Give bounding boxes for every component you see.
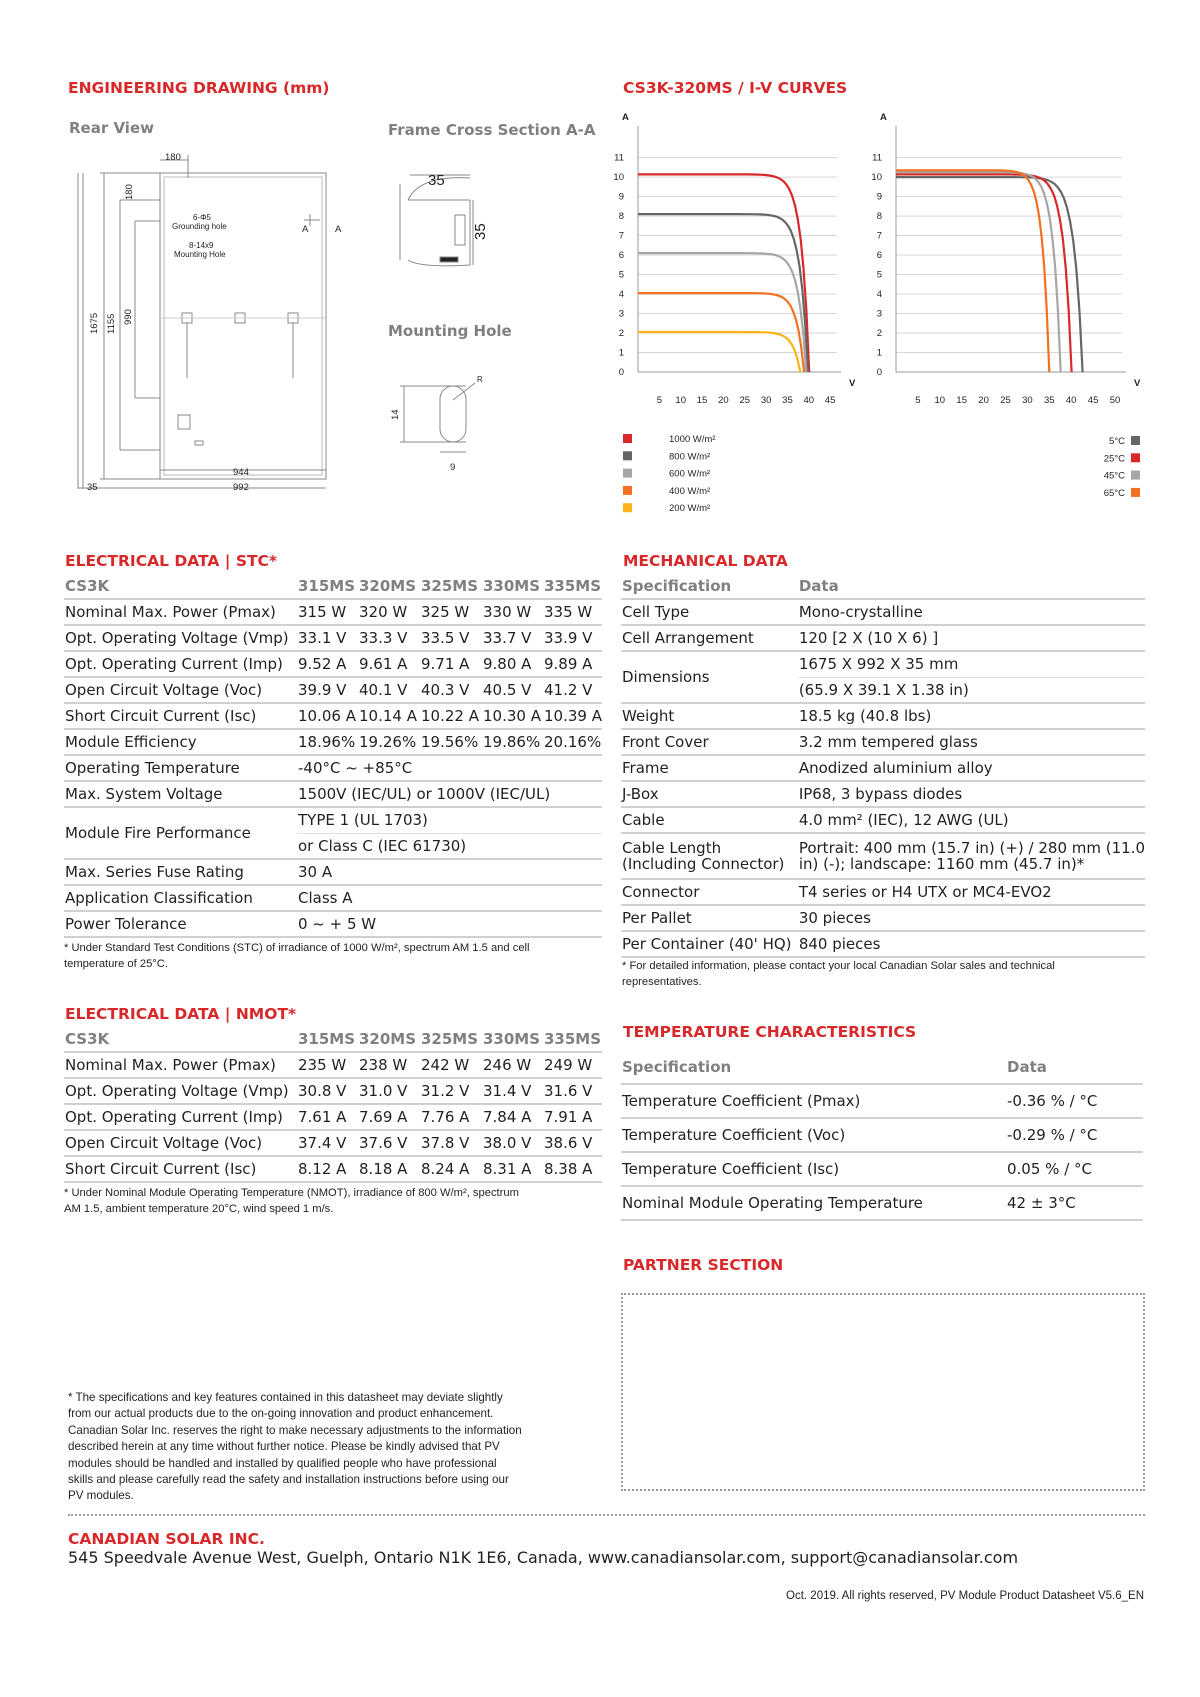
table-row (64, 1130, 602, 1156)
row-label: Short Circuit Current (Isc) (64, 1156, 297, 1182)
y-tick-label: 8 (876, 211, 882, 223)
nmot-col-320ms: 320MS (358, 1026, 420, 1052)
nmot-col-325ms: 325MS (420, 1026, 482, 1052)
stc-table (64, 573, 602, 938)
temperature-table (621, 1050, 1143, 1221)
stc-col-335ms: 335MS (543, 573, 602, 599)
footnote-line: temperature of 25°C. (64, 958, 168, 970)
y-tick-label: 9 (618, 191, 624, 203)
cell: 30 pieces (798, 905, 1145, 931)
y-tick-label: 2 (618, 328, 624, 340)
x-axis-unit: V (849, 378, 856, 389)
grounding-holes: 6-Φ5 (193, 213, 211, 222)
cell: or Class C (IEC 61730) (297, 833, 602, 859)
legend-label: 5°C (1109, 436, 1125, 447)
iv-curve-series (638, 174, 809, 372)
x-tick-label: 35 (782, 395, 793, 406)
table-row (621, 755, 1145, 781)
temp-header-row (621, 1050, 1143, 1084)
cell: 38.0 V (482, 1130, 543, 1156)
cell: 33.5 V (420, 625, 482, 651)
legend-swatch (1131, 453, 1140, 462)
cell: 325 W (420, 599, 482, 625)
cable-length-label: Cable Length (622, 839, 722, 857)
cell: 19.86% (482, 729, 543, 755)
row-label: Max. Series Fuse Rating (64, 859, 297, 885)
y-tick-label: 3 (876, 308, 882, 320)
nmot-title: ELECTRICAL DATA | NMOT* (65, 1005, 297, 1023)
frame-width-35: 35 (428, 172, 445, 189)
footnote-line: representatives. (622, 976, 702, 988)
y-tick-label: 0 (618, 367, 624, 378)
row-label: Opt. Operating Voltage (Vmp) (64, 1078, 297, 1104)
table-row (621, 1118, 1143, 1152)
engineering-drawing-title: ENGINEERING DRAWING (mm) (68, 79, 330, 97)
stc-col-320ms: 320MS (358, 573, 420, 599)
cell: 10.14 A (358, 703, 420, 729)
y-tick-label: 9 (876, 191, 882, 203)
row-label: Module Efficiency (64, 729, 297, 755)
cell: 246 W (482, 1052, 543, 1078)
row-label: Front Cover (621, 729, 798, 755)
table-row (64, 781, 602, 807)
cell: 19.26% (358, 729, 420, 755)
y-tick-label: 5 (876, 269, 882, 281)
cell: 8.24 A (420, 1156, 482, 1182)
y-tick-label: 11 (614, 152, 624, 164)
y-tick-label: 10 (871, 172, 882, 184)
cell: 39.9 V (297, 677, 358, 703)
y-tick-label: 11 (872, 152, 882, 164)
x-axis-unit: V (1134, 378, 1141, 389)
cell: 315 W (297, 599, 358, 625)
cell: 0 ~ + 5 W (297, 911, 602, 937)
iv-curve-series (896, 170, 1049, 372)
x-tick-label: 10 (934, 395, 946, 406)
cell: 30 A (297, 859, 602, 885)
cell: 8.18 A (358, 1156, 420, 1182)
legend-label: 400 W/m² (669, 485, 711, 497)
cell: 235 W (297, 1052, 358, 1078)
legend-label: 25°C (1103, 453, 1125, 465)
x-tick-label: 5 (656, 395, 663, 406)
stc-col-325ms: 325MS (420, 573, 482, 599)
cell: 40.3 V (420, 677, 482, 703)
cell (798, 833, 1145, 879)
cell: T4 series or H4 UTX or MC4-EVO2 (798, 879, 1145, 905)
cell: 7.61 A (297, 1104, 358, 1130)
nmot-col-335ms: 335MS (543, 1026, 602, 1052)
cell: 120 [2 X (10 X 6) ] (798, 625, 1145, 651)
row-label: Temperature Coefficient (Pmax) (621, 1084, 1006, 1118)
legend-label: 65°C (1103, 487, 1125, 499)
cell: 31.4 V (482, 1078, 543, 1104)
legend-swatch (623, 503, 632, 512)
row-label: Application Classification (64, 885, 297, 911)
cell: 7.69 A (358, 1104, 420, 1130)
cell: 37.6 V (358, 1130, 420, 1156)
table-row (621, 807, 1145, 833)
cell: 1500V (IEC/UL) or 1000V (IEC/UL) (297, 781, 602, 807)
footnote-line: * Under Nominal Module Operating Temperature (NMOT), irradiance of 800 W/m², spectrum (64, 1187, 519, 1199)
y-tick-label: 1 (876, 347, 882, 359)
section-marker-a2: A (335, 224, 342, 235)
frame-cross-section-label: Frame Cross Section A-A (388, 121, 596, 139)
temperature-title: TEMPERATURE CHARACTERISTICS (623, 1023, 917, 1041)
x-tick-label: 15 (956, 395, 967, 406)
row-label: Power Tolerance (64, 911, 297, 937)
cell: 238 W (358, 1052, 420, 1078)
cell: 9.61 A (358, 651, 420, 677)
table-row (64, 1052, 602, 1078)
iv-curves-title: CS3K-320MS / I-V CURVES (623, 79, 848, 97)
disclaimer-line: described herein at any time without further notice. Please be kindly advised that PV (68, 1440, 500, 1454)
rear-view-label: Rear View (69, 119, 154, 137)
y-tick-label: 3 (618, 308, 624, 320)
row-label (621, 833, 798, 879)
cell: 9.89 A (543, 651, 602, 677)
x-tick-label: 45 (824, 395, 836, 406)
mech-header-row (621, 573, 1145, 599)
table-row (621, 1084, 1143, 1118)
row-label: Opt. Operating Current (Imp) (64, 1104, 297, 1130)
row-label: Per Container (40' HQ) (621, 931, 798, 957)
cell: 3.2 mm tempered glass (798, 729, 1145, 755)
copyright: Oct. 2019. All rights reserved, PV Module Product Datasheet V5.6_EN (786, 1590, 1144, 1602)
mech-footnote (622, 958, 1152, 990)
cell: 33.7 V (482, 625, 543, 651)
cell: 0.05 % / °C (1006, 1152, 1143, 1186)
cell: 31.0 V (358, 1078, 420, 1104)
row-label: Temperature Coefficient (Voc) (621, 1118, 1006, 1152)
cell: 10.06 A (297, 703, 358, 729)
stc-footnote (64, 940, 604, 972)
x-tick-label: 40 (1065, 395, 1077, 406)
temp-spec-header: Specification (621, 1050, 1006, 1084)
cell: 840 pieces (798, 931, 1145, 957)
row-label: Cable (621, 807, 798, 833)
module-rear-outline (160, 173, 326, 479)
frame-height-35: 35 (472, 223, 489, 240)
cell: 33.1 V (297, 625, 358, 651)
dim-1675: 1675 (89, 312, 100, 334)
x-tick-label: 45 (1087, 395, 1099, 406)
table-row (621, 931, 1145, 957)
table-row (621, 703, 1145, 729)
cell: -0.36 % / °C (1006, 1084, 1143, 1118)
x-tick-label: 20 (718, 395, 729, 406)
row-label: Per Pallet (621, 905, 798, 931)
cell: 38.6 V (543, 1130, 602, 1156)
x-tick-label: 20 (978, 395, 989, 406)
row-label: Nominal Module Operating Temperature (621, 1186, 1006, 1220)
disclaimer-line: Canadian Solar Inc. reserves the right to make necessary adjustments to the information (68, 1423, 522, 1437)
stc-header-row (64, 573, 602, 599)
iv-curve-series (638, 332, 800, 372)
y-tick-label: 1 (618, 347, 624, 359)
dim-35: 35 (87, 482, 98, 493)
table-row (64, 807, 602, 833)
table-row (64, 677, 602, 703)
table-row (64, 703, 602, 729)
y-tick-label: 7 (618, 230, 624, 242)
row-label: Dimensions (621, 651, 798, 703)
cell: 330 W (482, 599, 543, 625)
dim-180-side: 180 (124, 184, 135, 200)
cell: 42 ± 3°C (1006, 1186, 1143, 1220)
cell: 31.2 V (420, 1078, 482, 1104)
row-label: Temperature Coefficient (Isc) (621, 1152, 1006, 1186)
iv-curve-series (638, 253, 806, 372)
partner-section-title: PARTNER SECTION (623, 1256, 784, 1274)
table-row (64, 885, 602, 911)
nmot-col-315ms: 315MS (297, 1026, 358, 1052)
grounding-hole-label: Grounding hole (172, 222, 227, 231)
cell: 33.3 V (358, 625, 420, 651)
legend-swatch (623, 486, 632, 495)
cell: 7.76 A (420, 1104, 482, 1130)
row-label: Nominal Max. Power (Pmax) (64, 599, 297, 625)
mechanical-data-title: MECHANICAL DATA (623, 552, 788, 570)
cell: 8.38 A (543, 1156, 602, 1182)
y-axis-unit: A (622, 112, 629, 123)
stc-col-330ms: 330MS (482, 573, 543, 599)
legend-swatch (623, 451, 632, 460)
mounting-holes: 8-14x9 (189, 241, 214, 250)
cell: 7.91 A (543, 1104, 602, 1130)
table-row (64, 625, 602, 651)
nmot-col-330ms: 330MS (482, 1026, 543, 1052)
row-label: Open Circuit Voltage (Voc) (64, 677, 297, 703)
disclaimer-line: modules should be handled and installed by qualified people who have professional (68, 1456, 497, 1470)
row-label: Open Circuit Voltage (Voc) (64, 1130, 297, 1156)
company-address: 545 Speedvale Avenue West, Guelph, Ontario N1K 1E6, Canada, www.canadiansolar.com, support@canadiansolar.com (68, 1548, 1019, 1567)
dim-180-top: 180 (165, 152, 181, 163)
legend-swatch (623, 469, 632, 478)
x-tick-label: 5 (915, 395, 921, 406)
mech-data-header: Data (798, 573, 1145, 599)
row-label: Operating Temperature (64, 755, 297, 781)
disclaimer (68, 1390, 608, 1505)
table-row (64, 755, 602, 781)
table-row (64, 1104, 602, 1130)
row-label: Frame (621, 755, 798, 781)
row-label: Connector (621, 879, 798, 905)
y-tick-label: 2 (876, 328, 882, 340)
y-tick-label: 4 (618, 289, 624, 301)
table-row (64, 1156, 602, 1182)
table-row (64, 911, 602, 937)
dim-1155: 1155 (106, 313, 117, 334)
cell: 249 W (543, 1052, 602, 1078)
mech-spec-header: Specification (621, 573, 798, 599)
y-axis-unit: A (880, 112, 887, 123)
cell: 37.8 V (420, 1130, 482, 1156)
footnote-line: AM 1.5, ambient temperature 20°C, wind speed 1 m/s. (64, 1203, 334, 1215)
legend-label: 200 W/m² (669, 503, 711, 515)
cell: 9.71 A (420, 651, 482, 677)
table-row (64, 859, 602, 885)
disclaimer-line: * The specifications and key features contained in this datasheet may deviate slightly (68, 1391, 503, 1404)
footnote-line: * For detailed information, please contact your local Canadian Solar sales and technical (622, 960, 1055, 972)
x-tick-label: 10 (675, 395, 686, 406)
cell: 320 W (358, 599, 420, 625)
legend-label: 800 W/m² (669, 451, 711, 463)
y-tick-label: 8 (618, 211, 624, 223)
stc-model: CS3K (64, 573, 297, 599)
cell: 19.56% (420, 729, 482, 755)
cell: 10.39 A (543, 703, 602, 729)
table-row (621, 833, 1145, 879)
row-label: J-Box (621, 781, 798, 807)
cell: 18.96% (297, 729, 358, 755)
table-row (64, 729, 602, 755)
y-tick-label: 6 (618, 250, 624, 262)
table-row (64, 651, 602, 677)
nmot-model: CS3K (64, 1026, 297, 1052)
cell: Mono-crystalline (798, 599, 1145, 625)
y-tick-label: 7 (876, 230, 882, 242)
cell: 1675 X 992 X 35 mm (798, 651, 1145, 677)
cell: (65.9 X 39.1 X 1.38 in) (798, 677, 1145, 703)
cable-length-value-1: Portrait: 400 mm (15.7 in) (+) / 280 mm (11.0 (798, 839, 1145, 857)
table-row (621, 651, 1145, 677)
nmot-header-row (64, 1026, 602, 1052)
row-label: Opt. Operating Current (Imp) (64, 651, 297, 677)
dim-990: 990 (123, 309, 134, 325)
hole-dim-14: 14 (390, 409, 401, 420)
y-tick-label: 10 (613, 172, 624, 184)
stc-title: ELECTRICAL DATA | STC* (65, 552, 278, 570)
cell: 40.1 V (358, 677, 420, 703)
hole-dim-9: 9 (450, 462, 456, 473)
mounting-hole-label-small: Mounting Hole (174, 250, 226, 259)
legend-label: 600 W/m² (669, 468, 711, 480)
table-row (621, 1152, 1143, 1186)
row-label: Cell Type (621, 599, 798, 625)
cable-length-sublabel: (Including Connector) (622, 855, 785, 873)
row-label: Cell Arrangement (621, 625, 798, 651)
cell: 41.2 V (543, 677, 602, 703)
legend-swatch (1131, 471, 1140, 480)
table-row (64, 599, 602, 625)
table-row (621, 625, 1145, 651)
row-label: Nominal Max. Power (Pmax) (64, 1052, 297, 1078)
cell: 10.30 A (482, 703, 543, 729)
legend-label: 45°C (1103, 470, 1125, 482)
mechanical-table (621, 573, 1145, 958)
y-tick-label: 5 (618, 269, 624, 281)
cell: 9.52 A (297, 651, 358, 677)
cable-length-value-2: in) (-); landscape: 1160 mm (45.7 in)* (798, 855, 1085, 873)
footnote-line: * Under Standard Test Conditions (STC) of irradiance of 1000 W/m², spectrum AM 1.5 and cell (64, 942, 530, 954)
cell: IP68, 3 bypass diodes (798, 781, 1145, 807)
x-tick-label: 50 (1109, 395, 1121, 406)
row-label: Short Circuit Current (Isc) (64, 703, 297, 729)
dim-944: 944 (233, 467, 249, 478)
cell: 8.12 A (297, 1156, 358, 1182)
x-tick-label: 25 (1000, 395, 1011, 406)
cell: 33.9 V (543, 625, 602, 651)
cell: 335 W (543, 599, 602, 625)
table-row (621, 599, 1145, 625)
nmot-footnote (64, 1185, 604, 1217)
cell: 7.84 A (482, 1104, 543, 1130)
legend-swatch (1131, 488, 1140, 497)
x-tick-label: 40 (803, 395, 815, 406)
table-row (621, 729, 1145, 755)
cell: 10.22 A (420, 703, 482, 729)
temp-data-header: Data (1006, 1050, 1143, 1084)
row-label: Max. System Voltage (64, 781, 297, 807)
iv-curves-chart (600, 100, 1200, 530)
y-tick-label: 4 (876, 289, 882, 301)
cell: 8.31 A (482, 1156, 543, 1182)
legend-swatch (623, 434, 632, 443)
mounting-hole-label: Mounting Hole (388, 322, 512, 340)
cell: 18.5 kg (40.8 lbs) (798, 703, 1145, 729)
row-label: Weight (621, 703, 798, 729)
disclaimer-line: from our actual products due to the on-going innovation and product enhancement. (68, 1407, 494, 1421)
x-tick-label: 15 (696, 395, 708, 406)
x-tick-label: 30 (1022, 395, 1033, 406)
row-label: Module Fire Performance (64, 807, 297, 859)
disclaimer-line: PV modules. (68, 1489, 134, 1503)
stc-col-315ms: 315MS (297, 573, 358, 599)
cell: 9.80 A (482, 651, 543, 677)
company-name: CANADIAN SOLAR INC. (68, 1530, 265, 1548)
cell: 30.8 V (297, 1078, 358, 1104)
cell: 37.4 V (297, 1130, 358, 1156)
dim-992: 992 (233, 482, 249, 493)
x-tick-label: 30 (760, 395, 772, 406)
legend-swatch (1131, 436, 1140, 445)
legend-label: 1000 W/m² (669, 434, 716, 445)
cell: TYPE 1 (UL 1703) (297, 807, 602, 833)
cell: -40°C ~ +85°C (297, 755, 602, 781)
x-tick-label: 25 (739, 395, 751, 406)
partner-section-box (621, 1293, 1145, 1491)
table-row (621, 879, 1145, 905)
cell: 242 W (420, 1052, 482, 1078)
x-tick-label: 35 (1044, 395, 1055, 406)
cell: 4.0 mm² (IEC), 12 AWG (UL) (798, 807, 1145, 833)
cell: 20.16% (543, 729, 602, 755)
nmot-table (64, 1026, 602, 1183)
table-row (621, 781, 1145, 807)
hole-radius: R (477, 375, 483, 384)
table-row (621, 1186, 1143, 1220)
cell: -0.29 % / °C (1006, 1118, 1143, 1152)
row-label: Opt. Operating Voltage (Vmp) (64, 625, 297, 651)
engineering-drawing (0, 0, 600, 500)
y-tick-label: 0 (876, 367, 882, 378)
cell: 31.6 V (543, 1078, 602, 1104)
table-row (621, 905, 1145, 931)
disclaimer-line: skills and please carefully read the safety and installation instructions before using our (68, 1473, 509, 1487)
footer-divider (68, 1514, 1145, 1516)
table-row (64, 1078, 602, 1104)
cell: 40.5 V (482, 677, 543, 703)
y-tick-label: 6 (876, 250, 882, 262)
cell: Class A (297, 885, 602, 911)
cell: Anodized aluminium alloy (798, 755, 1145, 781)
section-marker-a1: A (302, 224, 309, 235)
